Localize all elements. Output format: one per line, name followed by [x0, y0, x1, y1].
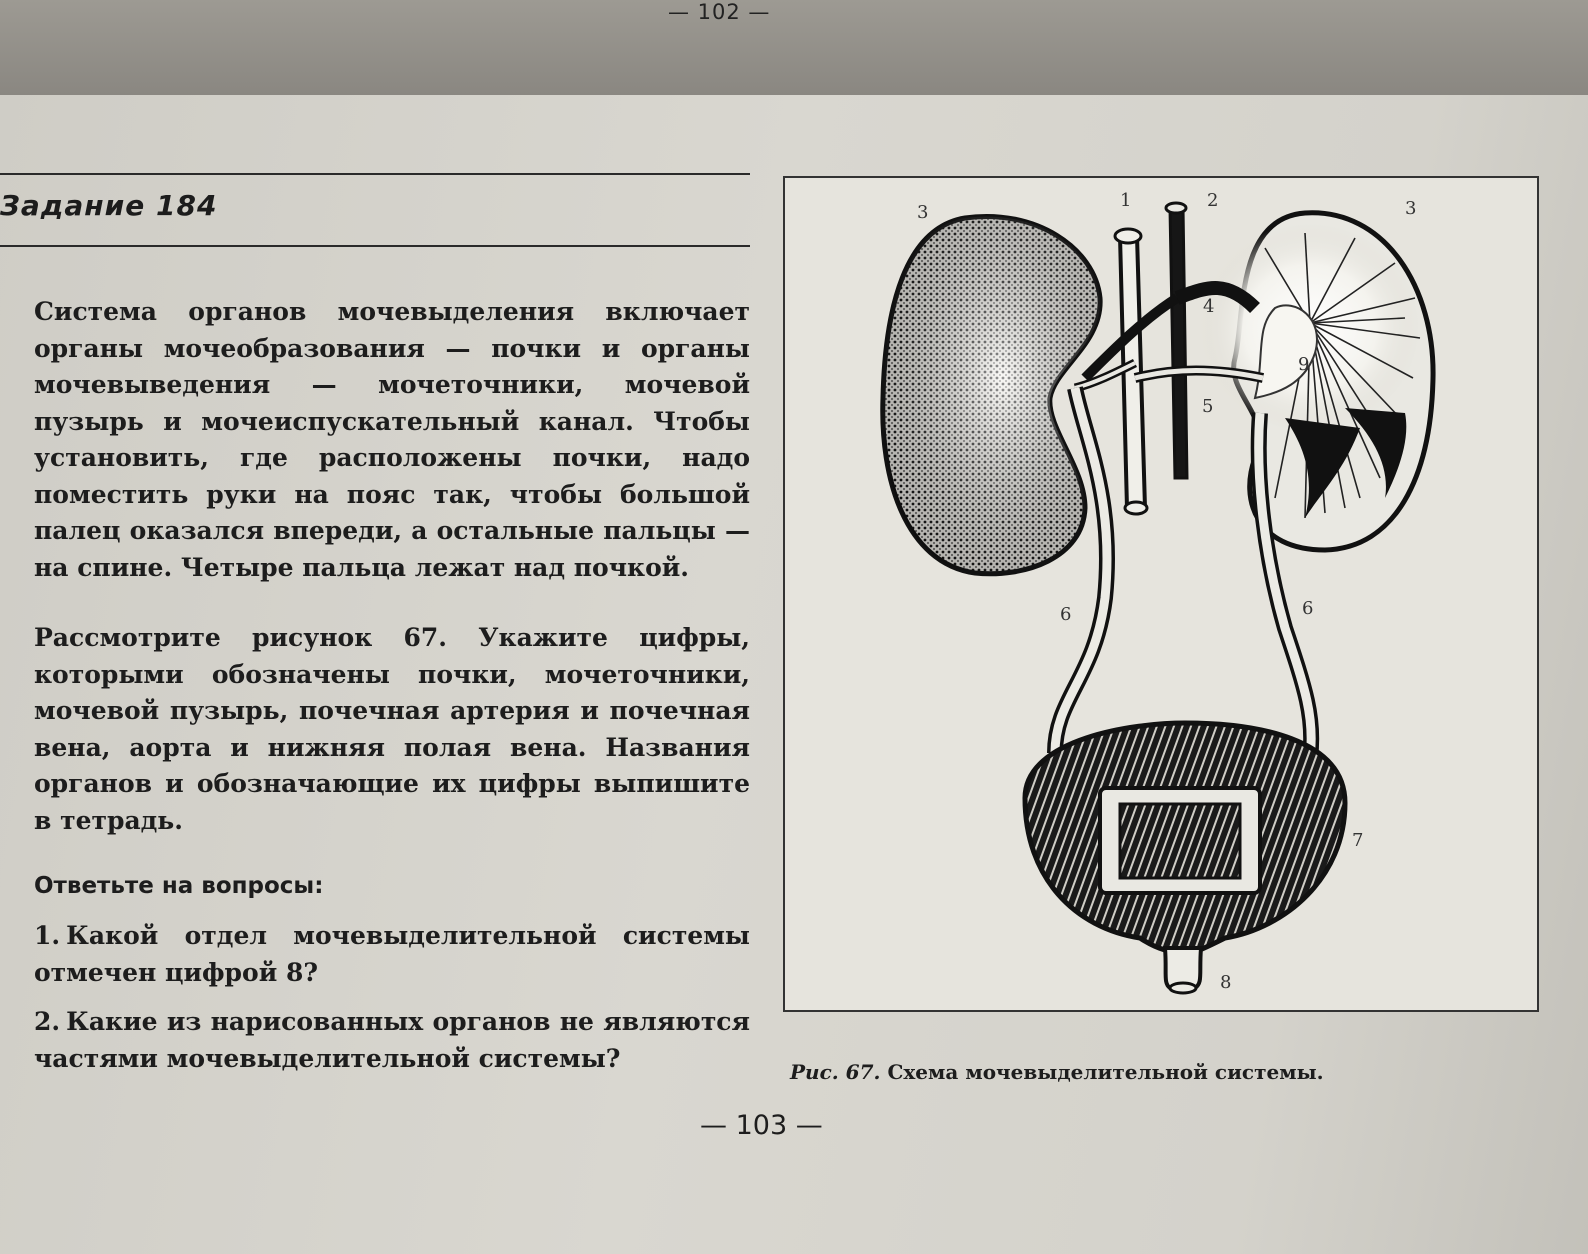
questions-heading: Ответьте на вопросы: [34, 873, 324, 899]
urinary-bladder [1025, 723, 1345, 993]
label-5: 5 [1202, 396, 1214, 417]
page-number: — 103 — [700, 1110, 823, 1141]
label-6-right: 6 [1302, 598, 1314, 619]
label-8: 8 [1220, 972, 1232, 993]
label-6-left: 6 [1060, 604, 1072, 625]
question-2 [34, 1004, 750, 1077]
label-1: 1 [1120, 190, 1132, 211]
figure-urinary-system [783, 176, 1539, 1012]
paragraph-intro: Система органов мочевыделения включает органы мочеобразования — почки и органы мочевыведения — мочеточники, мочевой пузырь и мочеиспускательный канал. Чтобы установить, где расположены почки, надо поместить руки на пояс так, чтобы большой палец оказался впереди, а остальные пальцы — на спине. Четыре пальца лежат над почкой. [34, 297, 750, 582]
aorta [1166, 203, 1187, 478]
label-2: 2 [1207, 190, 1219, 211]
label-9: 9 [1298, 354, 1310, 375]
previous-page-number: — 102 — [668, 0, 771, 24]
urinary-system-illustration [785, 178, 1537, 1010]
question-text: Какие из нарисованных органов не являются частями мочевыделительной системы? [34, 1007, 750, 1073]
question-1 [34, 918, 750, 991]
question-number: 1. [34, 921, 61, 950]
left-kidney [883, 216, 1100, 573]
previous-page-strip [0, 0, 1588, 95]
question-number: 2. [34, 1007, 61, 1036]
paragraph-instruction: Рассмотрите рисунок 67. Укажите цифры, которыми обозначены почки, мочеточники, мочевой пузырь, почечная артерия и почечная вена, аорта и нижняя полая вена. Названия органов и обозначающие их цифры выпишите в тетрадь. [34, 623, 750, 835]
figure-caption [790, 1060, 1324, 1084]
question-text: Какой отдел мочевыделительной системы отмечен цифрой 8? [34, 921, 750, 987]
task-title: Задание 184 [0, 189, 218, 222]
caption-reference: Рис. 67. [790, 1060, 881, 1084]
right-kidney [1200, 213, 1433, 550]
label-3-right: 3 [1405, 198, 1417, 219]
task-header [0, 173, 750, 247]
label-4: 4 [1203, 296, 1215, 317]
caption-text: Схема мочевыделительной системы. [887, 1060, 1324, 1084]
label-3-left: 3 [917, 202, 929, 223]
label-7: 7 [1352, 830, 1364, 851]
